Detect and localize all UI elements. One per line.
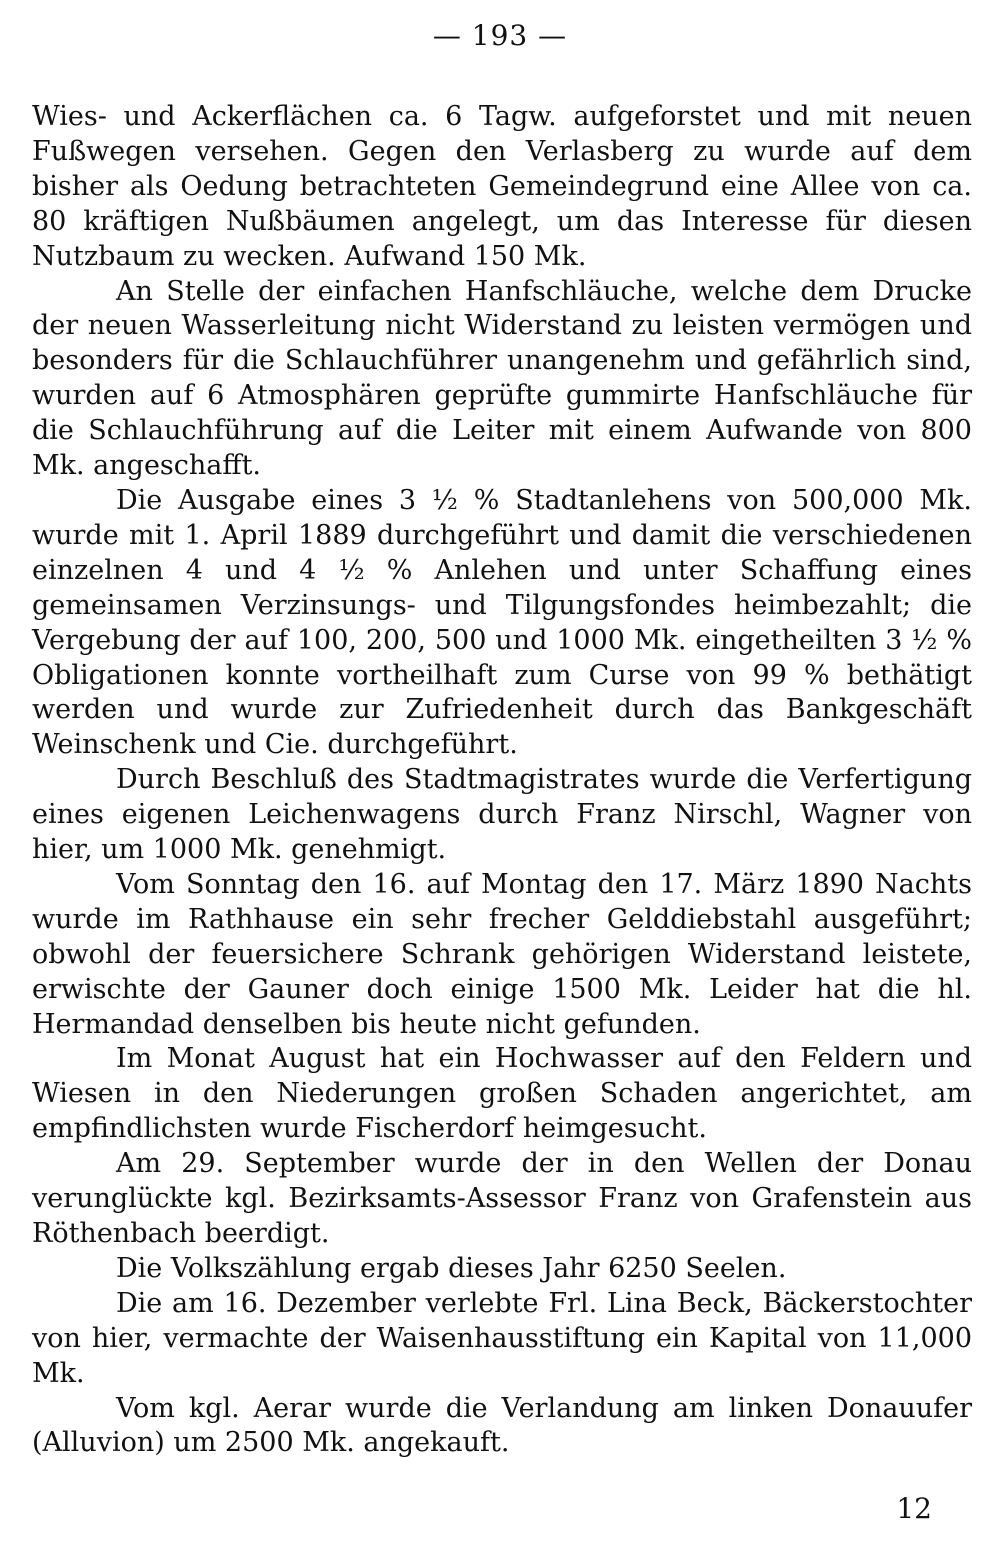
paragraph-funeral: Am 29. September wurde der in den Wellen der Donau verunglückte kgl. Bezirksamts-Assessor Franz von Grafenstein aus Röthenbach beerdigt. (32, 1148, 972, 1249)
page-signature-number: 12 (896, 1492, 932, 1525)
paragraph-bequest: Die am 16. Dezember verlebte Frl. Lina Beck, Bäckerstochter von hier, vermachte der Waisenhausstiftung ein Kapital von 11,000 Mk. (32, 1287, 972, 1389)
body-text (32, 100, 972, 1461)
paragraph-forestation: Wies- und Ackerflächen ca. 6 Tagw. aufgeforstet und mit neuen Fußwegen versehen. Gegen den Verlasberg zu wurde auf dem bisher als Oedung betrachteten Gemeindegrund eine Allee von ca. 80 kräftigen Nußbäumen angelegt, um das Interesse für diesen Nutzbaum zu wecken. Aufwand 150 Mk. (32, 101, 972, 272)
paragraph-city-loan: Die Ausgabe eines 3 ½ % Stadtanlehens von 500,000 Mk. wurde mit 1. April 1889 durchgeführt und damit die verschiedenen einzelnen 4 und 4 ½ % Anlehen und unter Schaffung eines gemeinsamen Verzinsungs- und Tilgungsfondes heimbezahlt; die Vergebung der auf 100, 200, 500 und 1000 Mk. eingetheilten 3 ½ % Obligationen konnte vortheilhaft zum Curse von 99 % bethätigt werden und wurde zur Zufriedenheit durch das Bankgeschäft Weinschenk und Cie. durchgeführt. (32, 484, 972, 761)
paragraph-theft: Vom Sonntag den 16. auf Montag den 17. März 1890 Nachts wurde im Rathhause ein sehr frecher Gelddiebstahl ausgeführt; obwohl der feuersichere Schrank gehörigen Widerstand leistete, erwischte der Gauner doch einige 1500 Mk. Leider hat die hl. Hermandad denselben bis heute nicht gefunden. (32, 868, 972, 1040)
paragraph-fire-hoses: An Stelle der einfachen Hanfschläuche, welche dem Drucke der neuen Wasserleitung nicht Widerstand zu leisten vermögen und besonders für die Schlauchführer unangenehm und gefährlich sind, wurden auf 6 Atmosphären geprüfte gummirte Hanfschläuche für die Schlauchführung auf die Leiter mit einem Aufwande von 800 Mk. angeschafft. (32, 275, 972, 482)
paragraph-census: Die Volkszählung ergab dieses Jahr 6250 Seelen. (116, 1252, 787, 1284)
paragraph-hearse: Durch Beschluß des Stadtmagistrates wurde die Verfertigung eines eigenen Leichenwagens durch Franz Nirschl, Wagner von hier, um 1000 Mk. genehmigt. (32, 764, 972, 866)
page-header: — 193 — (432, 19, 568, 52)
paragraph-flood: Im Monat August hat ein Hochwasser auf den Feldern und Wiesen in den Niederungen großen Schaden angerichtet, am empfindlichsten wurde Fischerdorf heimgesucht. (32, 1043, 972, 1145)
paragraph-land-purchase: Vom kgl. Aerar wurde die Verlandung am linken Donauufer (Alluvion) um 2500 Mk. angekauft. (32, 1392, 972, 1459)
